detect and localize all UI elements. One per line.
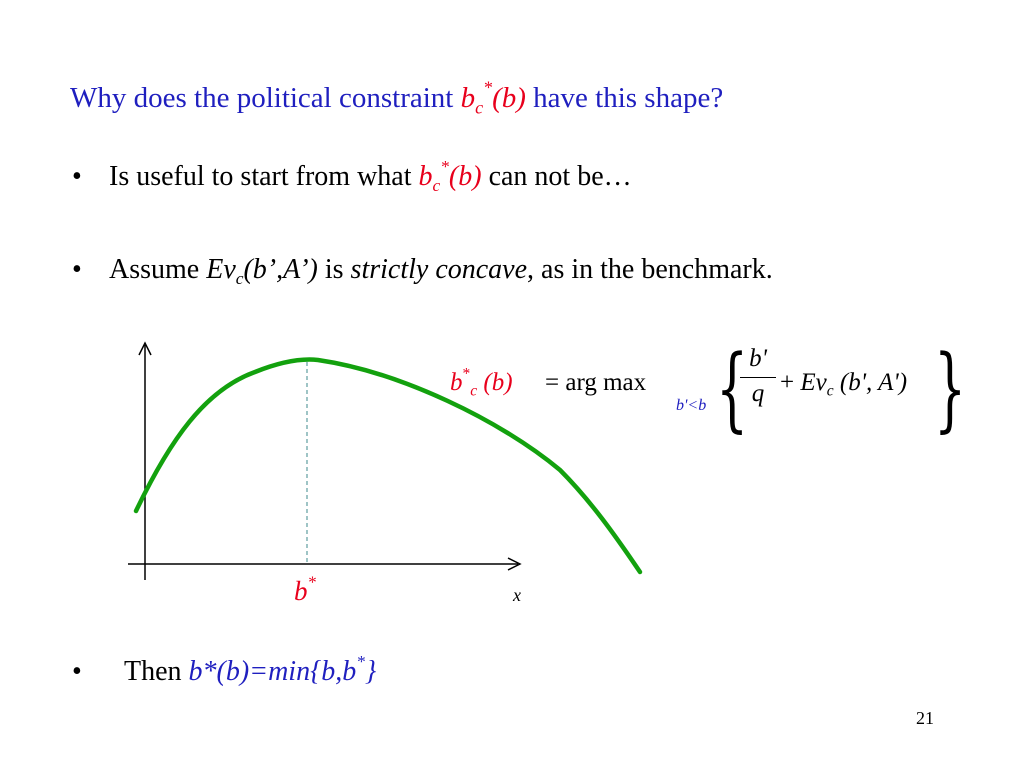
slide-number: 21 [916, 708, 934, 728]
bullet-2-text-before: Assume [109, 254, 207, 285]
formula-lhs [450, 365, 513, 400]
bullet-3-expr-close: } [364, 656, 377, 687]
formula-lhs-sup: * [462, 365, 471, 383]
formula-rest [780, 369, 908, 400]
b-star-label [294, 572, 316, 607]
title-text-after: have this shape? [525, 82, 724, 114]
bullet-3-expr-sup: * [356, 651, 365, 671]
fraction-numerator: b' [749, 345, 767, 372]
fraction-bar [740, 377, 776, 378]
bullet-2-func-sub: c [235, 269, 244, 289]
formula-ev-sub: c [826, 382, 834, 400]
formula-plus: + [780, 369, 801, 396]
bullet-1-symbol-b: b [418, 161, 433, 192]
bullet-2-text-after: , as in the benchmark. [527, 254, 773, 285]
b-star-main: b [294, 576, 308, 606]
formula-lhs-sub: c [470, 382, 478, 400]
x-axis-label: x [513, 585, 521, 605]
formula-ev: Ev [800, 369, 827, 396]
formula-brace-open: { [716, 335, 749, 442]
formula-brace-close: } [934, 335, 967, 442]
bullet-1-symbol-arg: (b) [448, 161, 482, 192]
bullet-1-symbol-sup: * [440, 156, 449, 176]
bullet-2-func-main: Ev [206, 254, 236, 285]
formula-range: b'<b [676, 397, 707, 414]
bullet-2-func-arg: (b’,A’) [243, 254, 318, 285]
title-symbol-sub: c [475, 97, 484, 118]
bullet-2-emphasis: strictly concave [350, 254, 528, 285]
bullet-marker: • [72, 254, 82, 285]
bullet-2-mid: is [317, 254, 351, 285]
fraction-denominator: q [751, 380, 765, 407]
formula-lhs-b: b [450, 369, 463, 396]
bullet-1-text-after: can not be… [481, 161, 632, 192]
title-symbol-arg: (b) [492, 82, 526, 114]
bullet-1-symbol-sub: c [432, 176, 441, 196]
formula-lhs-arg: (b) [477, 369, 513, 396]
bullet-3 [72, 651, 377, 688]
title-symbol-sup: * [483, 77, 493, 98]
bullet-3-expression [188, 651, 377, 687]
bullet-3-expr-main: b*(b)=min{b,b [188, 656, 357, 687]
title-text-before: Why does the political constraint [70, 82, 461, 114]
bullet-marker: • [72, 656, 82, 687]
bullet-3-text-before: Then [124, 656, 189, 687]
b-star-sup: * [307, 572, 316, 592]
bullet-1-text-before: Is useful to start from what [109, 161, 419, 192]
bullet-marker: • [72, 161, 82, 192]
formula-ev-arg: (b', A') [833, 369, 908, 396]
formula-fraction [740, 345, 776, 408]
formula-argmax: = arg max [545, 369, 647, 396]
title-symbol-b: b [460, 82, 476, 114]
